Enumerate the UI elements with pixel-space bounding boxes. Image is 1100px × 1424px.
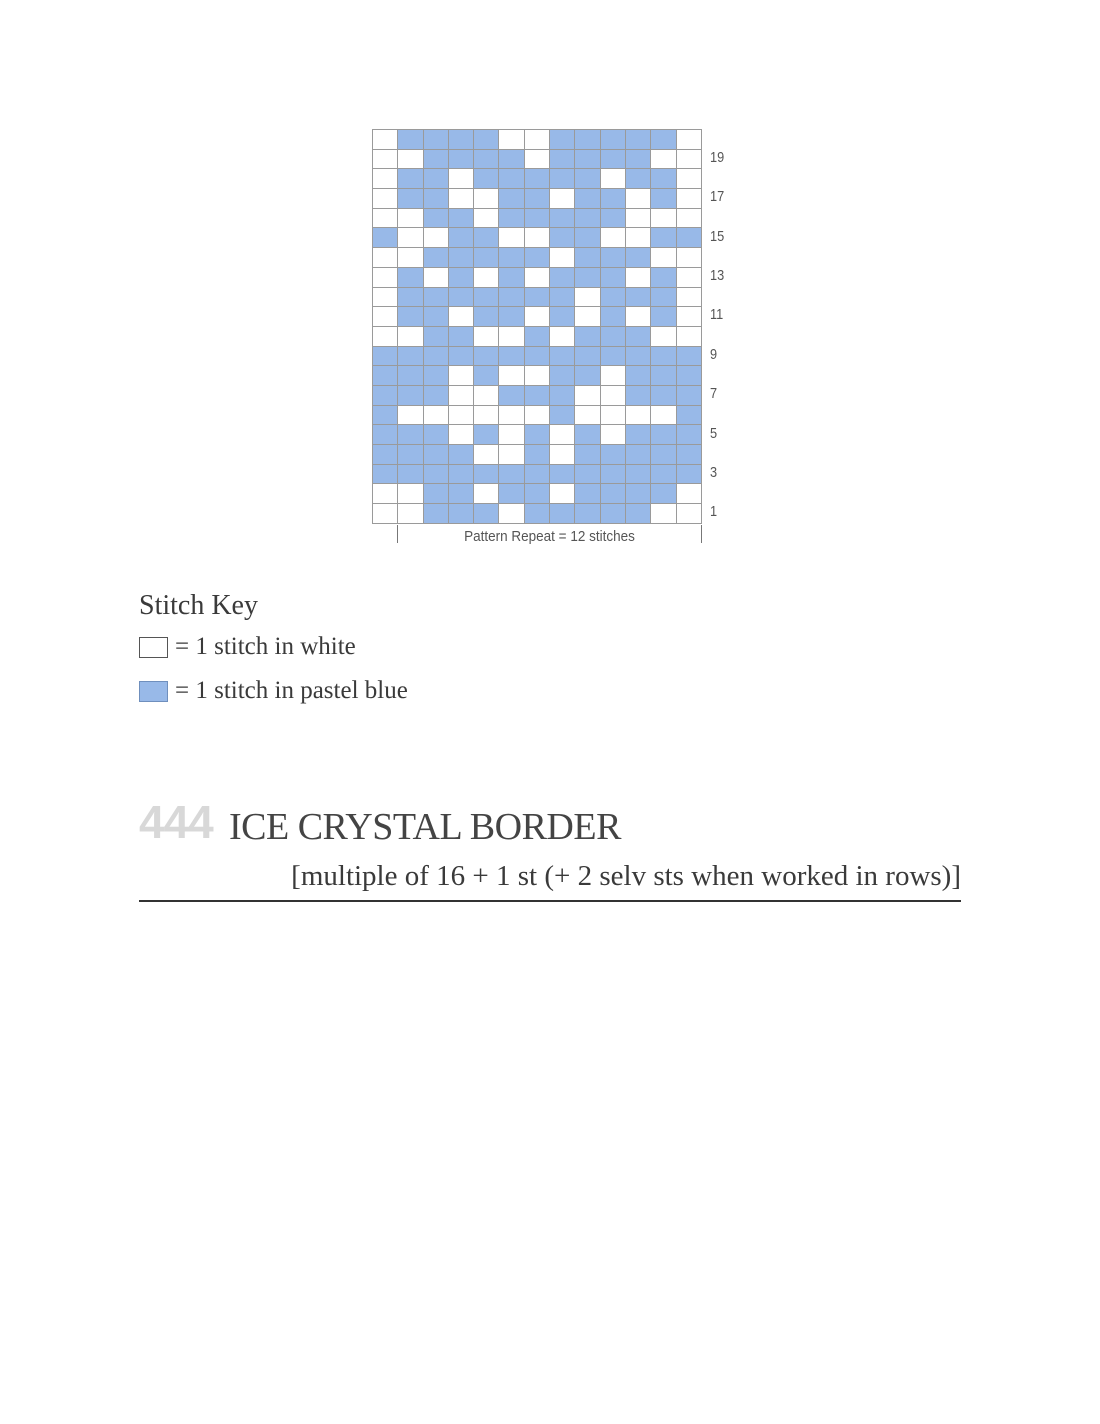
stitch-cell (424, 150, 449, 170)
stitch-cell (525, 307, 550, 327)
stitch-cell (449, 465, 474, 485)
stitch-cell (651, 366, 676, 386)
stitch-cell (474, 268, 499, 288)
stitch-cell (499, 307, 524, 327)
stitch-cell (525, 366, 550, 386)
stitch-cell (651, 288, 676, 308)
stitch-cell (525, 169, 550, 189)
stitch-cell (550, 150, 575, 170)
pattern-repeat-bracket (397, 525, 702, 543)
stitch-cell (626, 268, 651, 288)
stitch-cell (525, 347, 550, 367)
stitch-cell (525, 209, 550, 229)
stitch-cell (575, 169, 600, 189)
stitch-cell (449, 347, 474, 367)
stitch-cell (449, 288, 474, 308)
stitch-cell (474, 150, 499, 170)
stitch-cell (398, 150, 423, 170)
stitch-cell (550, 327, 575, 347)
stitch-cell (398, 268, 423, 288)
stitch-cell (601, 327, 626, 347)
stitch-key-title: Stitch Key (139, 590, 258, 621)
stitch-cell (651, 484, 676, 504)
stitch-cell (373, 366, 398, 386)
stitch-cell (550, 248, 575, 268)
stitch-cell (550, 189, 575, 209)
stitch-cell (398, 327, 423, 347)
stitch-cell (601, 189, 626, 209)
stitch-cell (550, 445, 575, 465)
stitch-cell (525, 150, 550, 170)
stitch-cell (424, 169, 449, 189)
stitch-cell (525, 484, 550, 504)
stitch-cell (677, 504, 702, 524)
stitch-cell (373, 347, 398, 367)
stitch-cell (601, 169, 626, 189)
stitch-cell (601, 268, 626, 288)
stitch-cell (373, 189, 398, 209)
stitch-cell (449, 386, 474, 406)
stitch-cell (474, 130, 499, 150)
stitch-cell (499, 425, 524, 445)
stitch-cell (398, 248, 423, 268)
stitch-cell (499, 327, 524, 347)
stitch-cell (550, 130, 575, 150)
stitch-cell (651, 209, 676, 229)
pattern-repeat-label: Pattern Repeat = 12 stitches (464, 528, 635, 545)
stitch-cell (677, 347, 702, 367)
stitch-key (139, 588, 408, 720)
stitch-cell (550, 465, 575, 485)
stitch-cell (626, 209, 651, 229)
stitch-cell (626, 228, 651, 248)
stitch-cell (499, 268, 524, 288)
stitch-cell (601, 504, 626, 524)
stitch-cell (449, 228, 474, 248)
stitch-cell (474, 209, 499, 229)
key-item-white (139, 632, 408, 662)
stitch-cell (575, 268, 600, 288)
stitch-cell (449, 169, 474, 189)
stitch-cell (525, 288, 550, 308)
stitch-cell (499, 347, 524, 367)
stitch-cell (398, 366, 423, 386)
stitch-cell (601, 347, 626, 367)
stitch-cell (550, 288, 575, 308)
stitch-cell (677, 150, 702, 170)
stitch-cell (525, 425, 550, 445)
stitch-cell (424, 248, 449, 268)
stitch-cell (601, 484, 626, 504)
stitch-cell (651, 307, 676, 327)
row-number: 13 (710, 266, 725, 284)
stitch-cell (575, 288, 600, 308)
stitch-cell (424, 504, 449, 524)
section-number: 444 (139, 796, 213, 848)
stitch-cell (575, 366, 600, 386)
stitch-cell (626, 366, 651, 386)
stitch-cell (499, 386, 524, 406)
stitch-cell (499, 130, 524, 150)
stitch-cell (651, 445, 676, 465)
stitch-cell (575, 386, 600, 406)
stitch-cell (626, 425, 651, 445)
section-heading (139, 796, 961, 902)
stitch-cell (424, 189, 449, 209)
stitch-cell (601, 386, 626, 406)
stitch-cell (398, 445, 423, 465)
stitch-cell (449, 189, 474, 209)
stitch-cell (651, 504, 676, 524)
stitch-cell (575, 327, 600, 347)
stitch-cell (550, 504, 575, 524)
stitch-cell (677, 209, 702, 229)
stitch-cell (373, 484, 398, 504)
stitch-cell (449, 268, 474, 288)
stitch-cell (601, 465, 626, 485)
white-swatch-icon (139, 637, 168, 658)
stitch-cell (677, 288, 702, 308)
stitch-cell (575, 465, 600, 485)
stitch-cell (525, 268, 550, 288)
stitch-cell (424, 425, 449, 445)
stitch-cell (474, 248, 499, 268)
stitch-cell (651, 425, 676, 445)
stitch-cell (474, 386, 499, 406)
stitch-cell (601, 425, 626, 445)
stitch-cell (424, 366, 449, 386)
stitch-cell (373, 228, 398, 248)
stitch-cell (626, 484, 651, 504)
stitch-cell (651, 248, 676, 268)
stitch-cell (499, 366, 524, 386)
stitch-cell (601, 445, 626, 465)
stitch-cell (651, 386, 676, 406)
stitch-cell (398, 425, 423, 445)
stitch-cell (626, 386, 651, 406)
stitch-cell (525, 445, 550, 465)
blue-swatch-icon (139, 681, 168, 702)
stitch-cell (575, 406, 600, 426)
stitch-cell (525, 386, 550, 406)
stitch-cell (550, 484, 575, 504)
stitch-cell (424, 228, 449, 248)
stitch-cell (651, 228, 676, 248)
stitch-cell (424, 465, 449, 485)
stitch-cell (575, 248, 600, 268)
stitch-cell (626, 189, 651, 209)
stitch-cell (550, 347, 575, 367)
stitch-cell (474, 406, 499, 426)
key-item-label: = 1 stitch in white (175, 633, 356, 660)
stitch-cell (677, 268, 702, 288)
key-item-label: = 1 stitch in pastel blue (175, 677, 408, 704)
stitch-cell (575, 150, 600, 170)
stitch-cell (474, 307, 499, 327)
stitch-cell (651, 406, 676, 426)
stitch-cell (499, 228, 524, 248)
stitch-cell (677, 366, 702, 386)
stitch-cell (601, 248, 626, 268)
stitch-cell (449, 150, 474, 170)
stitch-cell (677, 465, 702, 485)
stitch-cell (651, 465, 676, 485)
stitch-cell (398, 484, 423, 504)
stitch-cell (601, 228, 626, 248)
stitch-cell (373, 268, 398, 288)
stitch-cell (424, 268, 449, 288)
stitch-cell (398, 386, 423, 406)
stitch-cell (373, 150, 398, 170)
stitch-cell (525, 248, 550, 268)
row-number: 3 (710, 463, 718, 481)
stitch-cell (525, 189, 550, 209)
stitch-cell (651, 150, 676, 170)
stitch-cell (398, 288, 423, 308)
stitch-cell (626, 248, 651, 268)
stitch-cell (373, 445, 398, 465)
row-number: 1 (710, 503, 718, 521)
stitch-cell (474, 425, 499, 445)
stitch-cell (677, 307, 702, 327)
stitch-cell (424, 327, 449, 347)
key-item-blue (139, 676, 408, 706)
stitch-cell (626, 288, 651, 308)
stitch-cell (373, 248, 398, 268)
stitch-cell (550, 406, 575, 426)
stitch-cell (474, 189, 499, 209)
row-number: 5 (710, 424, 718, 442)
stitch-cell (626, 130, 651, 150)
stitch-cell (499, 484, 524, 504)
stitch-cell (601, 150, 626, 170)
stitch-cell (499, 209, 524, 229)
stitch-cell (601, 366, 626, 386)
stitch-cell (525, 406, 550, 426)
stitch-cell (449, 307, 474, 327)
stitch-cell (499, 465, 524, 485)
stitch-cell (575, 209, 600, 229)
row-number: 19 (710, 148, 725, 166)
stitch-cell (373, 406, 398, 426)
stitch-cell (474, 465, 499, 485)
row-number: 9 (710, 345, 718, 363)
stitch-cell (424, 406, 449, 426)
stitch-cell (550, 386, 575, 406)
stitch-cell (449, 327, 474, 347)
section-subtitle: [multiple of 16 + 1 st (+ 2 selv sts when worked in rows)] (291, 860, 961, 892)
stitch-cell (499, 288, 524, 308)
stitch-cell (398, 347, 423, 367)
stitch-cell (373, 327, 398, 347)
stitch-cell (550, 228, 575, 248)
stitch-cell (525, 228, 550, 248)
stitch-cell (626, 347, 651, 367)
stitch-cell (449, 209, 474, 229)
stitch-cell (550, 425, 575, 445)
stitch-cell (499, 150, 524, 170)
stitch-cell (651, 268, 676, 288)
stitch-cell (525, 327, 550, 347)
stitch-cell (677, 386, 702, 406)
stitch-cell (550, 366, 575, 386)
stitch-cell (499, 445, 524, 465)
stitch-cell (499, 504, 524, 524)
stitch-cell (398, 169, 423, 189)
stitch-cell (626, 406, 651, 426)
stitch-cell (677, 228, 702, 248)
row-number: 7 (710, 385, 718, 403)
stitch-cell (373, 209, 398, 229)
section-title: ICE CRYSTAL BORDER (229, 806, 621, 848)
stitch-cell (651, 327, 676, 347)
stitch-cell (449, 406, 474, 426)
stitch-cell (677, 130, 702, 150)
stitch-cell (601, 209, 626, 229)
stitch-cell (525, 465, 550, 485)
stitch-cell (474, 228, 499, 248)
stitch-cell (398, 130, 423, 150)
stitch-cell (449, 425, 474, 445)
stitch-cell (677, 327, 702, 347)
stitch-cell (626, 307, 651, 327)
stitch-grid (372, 129, 702, 524)
stitch-cell (373, 288, 398, 308)
stitch-cell (398, 228, 423, 248)
stitch-cell (575, 228, 600, 248)
stitch-cell (398, 209, 423, 229)
stitch-cell (474, 288, 499, 308)
stitch-cell (474, 169, 499, 189)
stitch-cell (575, 425, 600, 445)
stitch-cell (424, 130, 449, 150)
stitch-cell (373, 169, 398, 189)
stitch-cell (575, 445, 600, 465)
stitch-cell (525, 504, 550, 524)
stitch-cell (398, 465, 423, 485)
stitch-cell (373, 130, 398, 150)
stitch-cell (550, 307, 575, 327)
stitch-cell (474, 445, 499, 465)
stitch-cell (398, 189, 423, 209)
stitch-cell (677, 445, 702, 465)
stitch-cell (373, 465, 398, 485)
stitch-cell (677, 406, 702, 426)
stitch-cell (499, 169, 524, 189)
stitch-cell (677, 248, 702, 268)
stitch-cell (424, 307, 449, 327)
stitch-cell (575, 347, 600, 367)
stitch-cell (677, 169, 702, 189)
stitch-cell (499, 248, 524, 268)
stitch-cell (575, 189, 600, 209)
stitch-cell (474, 366, 499, 386)
stitch-cell (550, 169, 575, 189)
stitch-cell (651, 169, 676, 189)
stitch-cell (626, 445, 651, 465)
stitch-cell (424, 347, 449, 367)
stitch-cell (550, 209, 575, 229)
stitch-cell (626, 327, 651, 347)
knitting-chart (372, 129, 732, 549)
stitch-cell (373, 425, 398, 445)
stitch-cell (398, 406, 423, 426)
row-number: 17 (710, 188, 725, 206)
stitch-cell (499, 406, 524, 426)
stitch-cell (601, 288, 626, 308)
row-number: 15 (710, 227, 725, 245)
stitch-cell (575, 307, 600, 327)
stitch-cell (550, 268, 575, 288)
stitch-cell (677, 484, 702, 504)
stitch-cell (424, 445, 449, 465)
row-number: 11 (710, 306, 724, 324)
stitch-cell (424, 288, 449, 308)
stitch-cell (373, 504, 398, 524)
stitch-cell (651, 130, 676, 150)
stitch-cell (373, 307, 398, 327)
stitch-cell (601, 130, 626, 150)
stitch-cell (474, 504, 499, 524)
stitch-cell (398, 504, 423, 524)
stitch-cell (525, 130, 550, 150)
stitch-cell (575, 484, 600, 504)
stitch-cell (626, 150, 651, 170)
stitch-cell (449, 504, 474, 524)
stitch-cell (499, 189, 524, 209)
stitch-cell (474, 347, 499, 367)
stitch-cell (398, 307, 423, 327)
stitch-cell (424, 209, 449, 229)
stitch-cell (601, 307, 626, 327)
stitch-cell (626, 169, 651, 189)
stitch-cell (449, 445, 474, 465)
stitch-cell (651, 347, 676, 367)
stitch-cell (575, 504, 600, 524)
stitch-cell (626, 504, 651, 524)
stitch-cell (424, 484, 449, 504)
stitch-cell (677, 189, 702, 209)
stitch-cell (601, 406, 626, 426)
stitch-cell (373, 386, 398, 406)
stitch-cell (626, 465, 651, 485)
stitch-cell (449, 248, 474, 268)
stitch-cell (474, 484, 499, 504)
stitch-cell (474, 327, 499, 347)
stitch-cell (575, 130, 600, 150)
stitch-cell (449, 484, 474, 504)
stitch-cell (651, 189, 676, 209)
stitch-cell (449, 366, 474, 386)
stitch-cell (449, 130, 474, 150)
stitch-cell (677, 425, 702, 445)
stitch-cell (424, 386, 449, 406)
